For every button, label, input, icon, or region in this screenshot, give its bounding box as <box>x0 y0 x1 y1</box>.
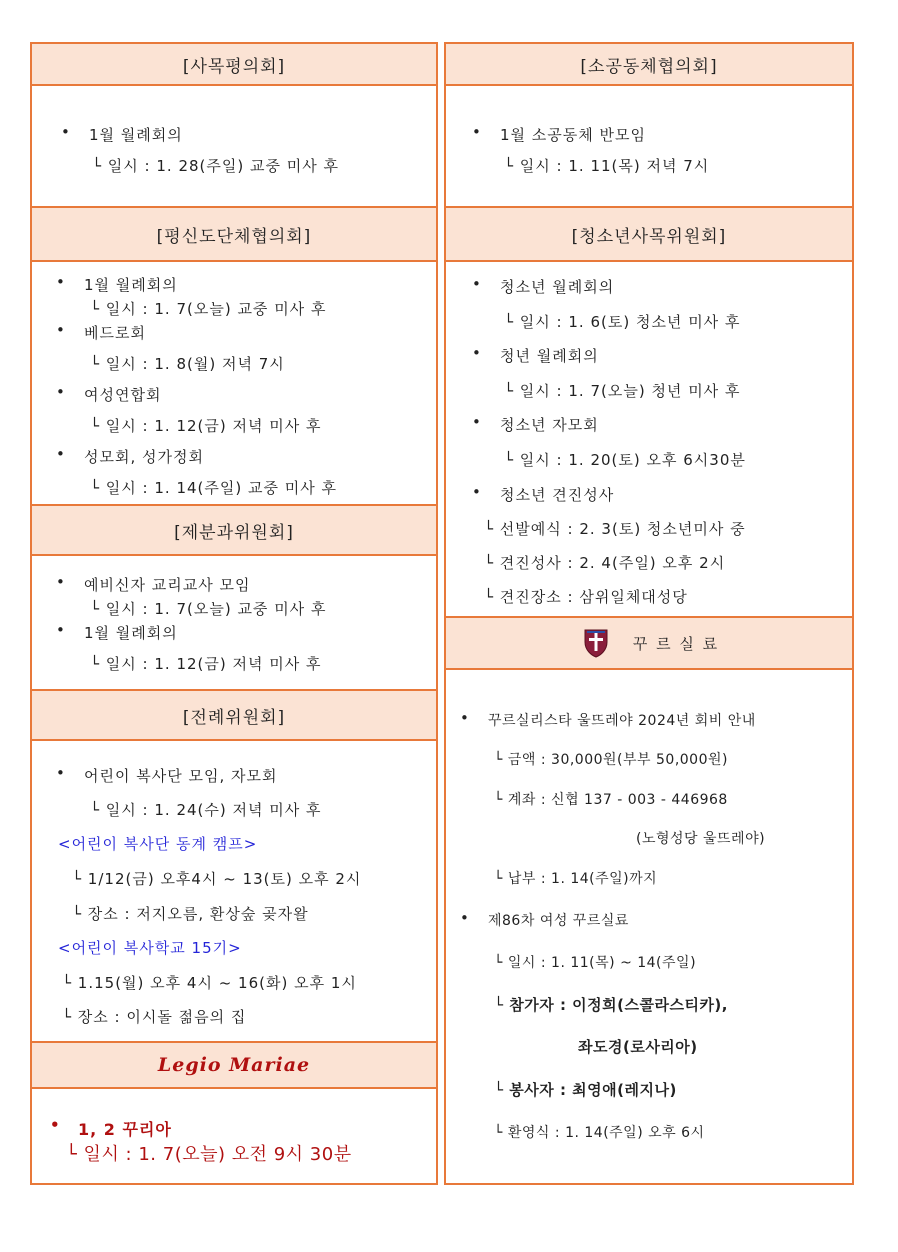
section-header-liturgy <box>32 689 436 741</box>
list-item: • 청소년 견진성사 <box>500 484 614 505</box>
section-header-youth <box>446 206 852 262</box>
list-detail: └ 견진성사 : 2. 4(주일) 오후 2시 <box>484 554 726 572</box>
section-header-committees <box>32 504 436 556</box>
section-title: 꾸 르 실 료 <box>632 634 720 653</box>
list-detail: └ 장소 : 저지오름, 환상숲 곶자왈 <box>72 905 309 923</box>
list-item: • 1월 월례회의 <box>84 274 178 295</box>
list-detail: └ 일시 : 1. 8(월) 저녁 7시 <box>90 355 285 373</box>
list-detail: └ 금액 : 30,000원(부부 50,000원) <box>494 752 728 768</box>
list-item: • 어린이 복사단 모임, 자모회 <box>84 765 277 786</box>
section-body-committees <box>32 556 436 689</box>
list-item: • 베드로회 <box>84 322 146 343</box>
list-detail: └ 환영식 : 1. 14(주일) 오후 6시 <box>494 1125 705 1141</box>
list-item: • 1월 월례회의 <box>89 124 183 145</box>
list-item: • 청소년 월례회의 <box>500 276 614 297</box>
list-detail: └ 일시 : 1. 12(금) 저녁 미사 후 <box>90 417 322 435</box>
section-header-pastoral-council <box>32 44 436 86</box>
section-header-cursillo <box>446 616 852 670</box>
list-item: • 꾸르실리스타 울뜨레야 2024년 회비 안내 <box>488 710 756 730</box>
list-detail: └ 참가자 : 이정희(스콜라스티카), <box>494 996 728 1014</box>
list-detail: └ 일시 : 1. 14(주일) 교중 미사 후 <box>90 479 337 497</box>
section-body-legio-mariae <box>32 1089 436 1183</box>
list-item: • 예비신자 교리교사 모임 <box>84 574 250 595</box>
section-title: [평신도단체협의회] <box>156 226 312 247</box>
list-detail: └ 봉사자 : 최영애(레지나) <box>494 1081 677 1099</box>
section-body-cursillo <box>446 670 852 1183</box>
list-detail: └ 일시 : 1. 28(주일) 교중 미사 후 <box>92 157 339 175</box>
list-detail: └ 장소 : 이시돌 젊음의 집 <box>62 1008 247 1026</box>
left-column <box>30 42 438 1185</box>
list-detail: (노형성당 울뜨레야) <box>636 831 766 847</box>
right-column <box>444 42 854 1185</box>
section-header-legio-mariae <box>32 1041 436 1089</box>
list-detail: └ 일시 : 1. 11(목) ~ 14(주일) <box>494 955 697 971</box>
list-detail: └ 일시 : 1. 6(토) 청소년 미사 후 <box>504 313 741 331</box>
list-detail: └ 1/12(금) 오후4시 ~ 13(토) 오후 2시 <box>72 870 362 888</box>
list-detail: 좌도경(로사리아) <box>578 1038 698 1056</box>
list-item: • 청소년 자모회 <box>500 414 599 435</box>
list-detail: └ 일시 : 1. 7(오늘) 청년 미사 후 <box>504 382 741 400</box>
list-detail: └ 일시 : 1. 11(목) 저녁 7시 <box>504 157 710 175</box>
event-heading: <어린이 복사학교 15기> <box>58 939 242 957</box>
section-title: [청소년사목위원회] <box>571 226 727 247</box>
section-title: Legio Mariae <box>157 1054 311 1076</box>
section-header-small-community <box>446 44 852 86</box>
section-title: [사목평의회] <box>182 56 286 77</box>
section-body-youth <box>446 262 852 616</box>
list-detail: └ 일시 : 1. 20(토) 오후 6시30분 <box>504 451 746 469</box>
section-title: [제분과위원회] <box>174 522 294 543</box>
list-detail: └ 선발예식 : 2. 3(토) 청소년미사 중 <box>484 520 746 538</box>
list-item: • 1월 월례회의 <box>84 622 178 643</box>
list-detail: └ 일시 : 1. 7(오늘) 교중 미사 후 <box>90 600 327 618</box>
list-detail: └ 계좌 : 신협 137 - 003 - 446968 <box>494 792 728 808</box>
section-header-lay-council <box>32 206 436 262</box>
list-detail: └ 견진장소 : 삼위일체대성당 <box>484 588 688 606</box>
section-body-small-community <box>446 86 852 206</box>
section-body-liturgy <box>32 741 436 1041</box>
section-body-lay-council <box>32 262 436 504</box>
section-title: [소공동체협의회] <box>580 56 718 77</box>
list-detail: └ 일시 : 1. 24(수) 저녁 미사 후 <box>90 801 322 819</box>
list-item: • 여성연합회 <box>84 384 161 405</box>
list-detail: └ 1.15(월) 오후 4시 ~ 16(화) 오후 1시 <box>62 974 357 992</box>
list-item: • 1, 2 꾸리아 <box>78 1117 172 1140</box>
list-item: • 성모회, 성가정회 <box>84 446 204 467</box>
list-detail: └ 일시 : 1. 7(오늘) 오전 9시 30분 <box>66 1144 352 1165</box>
list-item: • 청년 월례회의 <box>500 345 599 366</box>
list-detail: └ 일시 : 1. 12(금) 저녁 미사 후 <box>90 655 322 673</box>
list-item: • 제86차 여성 꾸르실료 <box>488 910 629 930</box>
list-detail: └ 납부 : 1. 14(주일)까지 <box>494 871 658 887</box>
list-detail: └ 일시 : 1. 7(오늘) 교중 미사 후 <box>90 300 327 318</box>
list-item: • 1월 소공동체 반모임 <box>500 124 646 145</box>
section-title: [전례위원회] <box>182 707 286 728</box>
cursillo-emblem-icon <box>579 626 613 660</box>
section-body-pastoral-council <box>32 86 436 206</box>
event-heading: <어린이 복사단 동계 캠프> <box>58 835 258 853</box>
